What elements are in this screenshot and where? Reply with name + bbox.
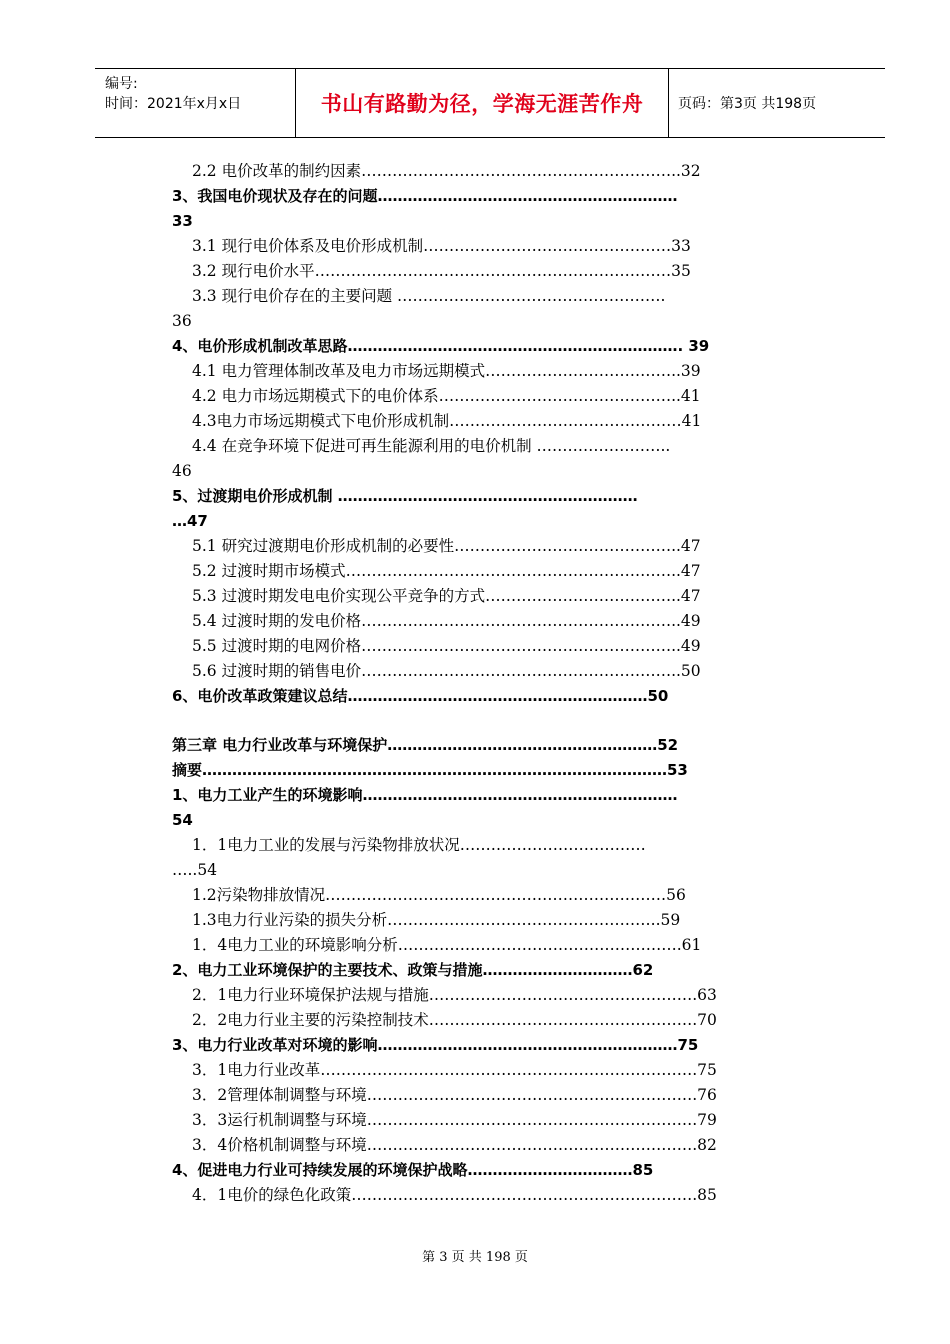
header-meta-cell xyxy=(95,69,295,137)
toc-entry[interactable]: 3.2 现行电价水平……………………………………………………………35 xyxy=(192,262,691,280)
toc-entry[interactable]: 1.3电力行业污染的损失分析……………………………………………..59 xyxy=(192,911,681,929)
toc-entry[interactable]: …47 xyxy=(172,512,208,530)
toc-entry[interactable]: 5.3 过渡时期发电电价实现公平竞争的方式………………………………..47 xyxy=(192,587,701,605)
toc-entry[interactable]: 1．4电力工业的环境影响分析……………………………………………….61 xyxy=(192,936,702,954)
page-footer: 第 3 页 共 198 页 xyxy=(422,1250,528,1265)
toc-entry[interactable]: 5.4 过渡时期的发电价格……………………………………………………..49 xyxy=(192,612,701,630)
header-motto: 书山有路勤为径，学海无涯苦作舟 xyxy=(320,92,644,116)
toc-entry[interactable]: 36 xyxy=(172,312,192,330)
toc-entry[interactable]: 4、电价形成机制改革思路…………………………………………………………. 39 xyxy=(172,337,710,355)
toc-entry[interactable]: 4．1电价的绿色化政策………………………………………………………….85 xyxy=(192,1186,717,1204)
toc-entry[interactable]: 1.2污染物排放情况…………………………………………………………56 xyxy=(192,886,686,904)
toc-entry[interactable]: 3．4价格机制调整与环境……………………………………………………….82 xyxy=(192,1136,717,1154)
toc-entry[interactable]: 46 xyxy=(172,462,192,480)
toc-entry[interactable]: 3、我国电价现状及存在的问题…………………………………………………… xyxy=(172,187,678,205)
header-page-info: 页码：第3页 共198页 xyxy=(678,96,817,112)
document-header xyxy=(95,68,885,138)
code-label: 编号: xyxy=(105,76,138,92)
toc-entry[interactable]: 3.1 现行电价体系及电价形成机制…………………………………………33 xyxy=(192,237,691,255)
toc-entry[interactable]: 摘要…………………………………………………………………………………53 xyxy=(172,761,688,779)
toc-entry[interactable]: 3．2管理体制调整与环境……………………………………………………….76 xyxy=(192,1086,717,1104)
toc-entry[interactable]: 2．2电力行业主要的污染控制技术…………………………………………….70 xyxy=(192,1011,717,1029)
toc-entry[interactable]: 33 xyxy=(172,212,193,230)
toc-entry[interactable]: 4.3电力市场远期模式下电价形成机制………………………………………41 xyxy=(192,412,702,430)
toc-entry[interactable]: 4、促进电力行业可持续发展的环境保护战略……………………………85 xyxy=(172,1161,654,1179)
toc-entry[interactable]: 6、电价改革政策建议总结……………………………………………………50 xyxy=(172,687,669,705)
toc-entry[interactable]: 5.5 过渡时期的电网价格……………………………………………………..49 xyxy=(192,637,701,655)
toc-entry[interactable]: 5、过渡期电价形成机制 …………………………………………………… xyxy=(172,487,638,505)
toc-entry[interactable]: 第三章 电力行业改革与环境保护………………………………………………52 xyxy=(172,736,679,754)
toc-entry[interactable]: 5.6 过渡时期的销售电价……………………………………………………..50 xyxy=(192,662,701,680)
toc-entry[interactable]: 2.2 电价改革的制约因素……………………………………………………..32 xyxy=(192,162,701,180)
toc-entry[interactable]: 1．1电力工业的发展与污染物排放状况……………………………… xyxy=(192,836,646,854)
toc-entry[interactable]: 2．1电力行业环境保护法规与措施…………………………………………….63 xyxy=(192,986,717,1004)
time-label: 时间：2021年x月x日 xyxy=(105,96,242,112)
toc-entry[interactable]: 3．1电力行业改革……………………………………………………………….75 xyxy=(192,1061,717,1079)
toc-entry[interactable]: 54 xyxy=(172,811,193,829)
toc-entry[interactable]: 2、电力工业环境保护的主要技术、政策与措施…………………………62 xyxy=(172,961,654,979)
toc-entry[interactable]: 3.3 现行电价存在的主要问题 ……………………………………………. xyxy=(192,287,666,305)
toc-entry[interactable]: 5.2 过渡时期市场模式………………………………………………………..47 xyxy=(192,562,701,580)
toc-entry[interactable]: 1、电力工业产生的环境影响……………………………………………………… xyxy=(172,786,678,804)
toc-entry[interactable]: …..54 xyxy=(172,861,218,879)
toc-entry[interactable]: 4.2 电力市场远期模式下的电价体系………………………………………..41 xyxy=(192,387,701,405)
toc-entry[interactable]: 3、电力行业改革对环境的影响……………………………………………………75 xyxy=(172,1036,699,1054)
header-divider xyxy=(668,69,669,137)
toc-entry[interactable]: 4.4 在竞争环境下促进可再生能源利用的电价机制 …………………….. xyxy=(192,437,671,455)
toc-entry[interactable]: 3．3运行机制调整与环境……………………………………………………….79 xyxy=(192,1111,717,1129)
toc-entry[interactable]: 5.1 研究过渡期电价形成机制的必要性……………………………………..47 xyxy=(192,537,701,555)
toc-entry[interactable]: 4.1 电力管理体制改革及电力市场远期模式………………………………..39 xyxy=(192,362,701,380)
